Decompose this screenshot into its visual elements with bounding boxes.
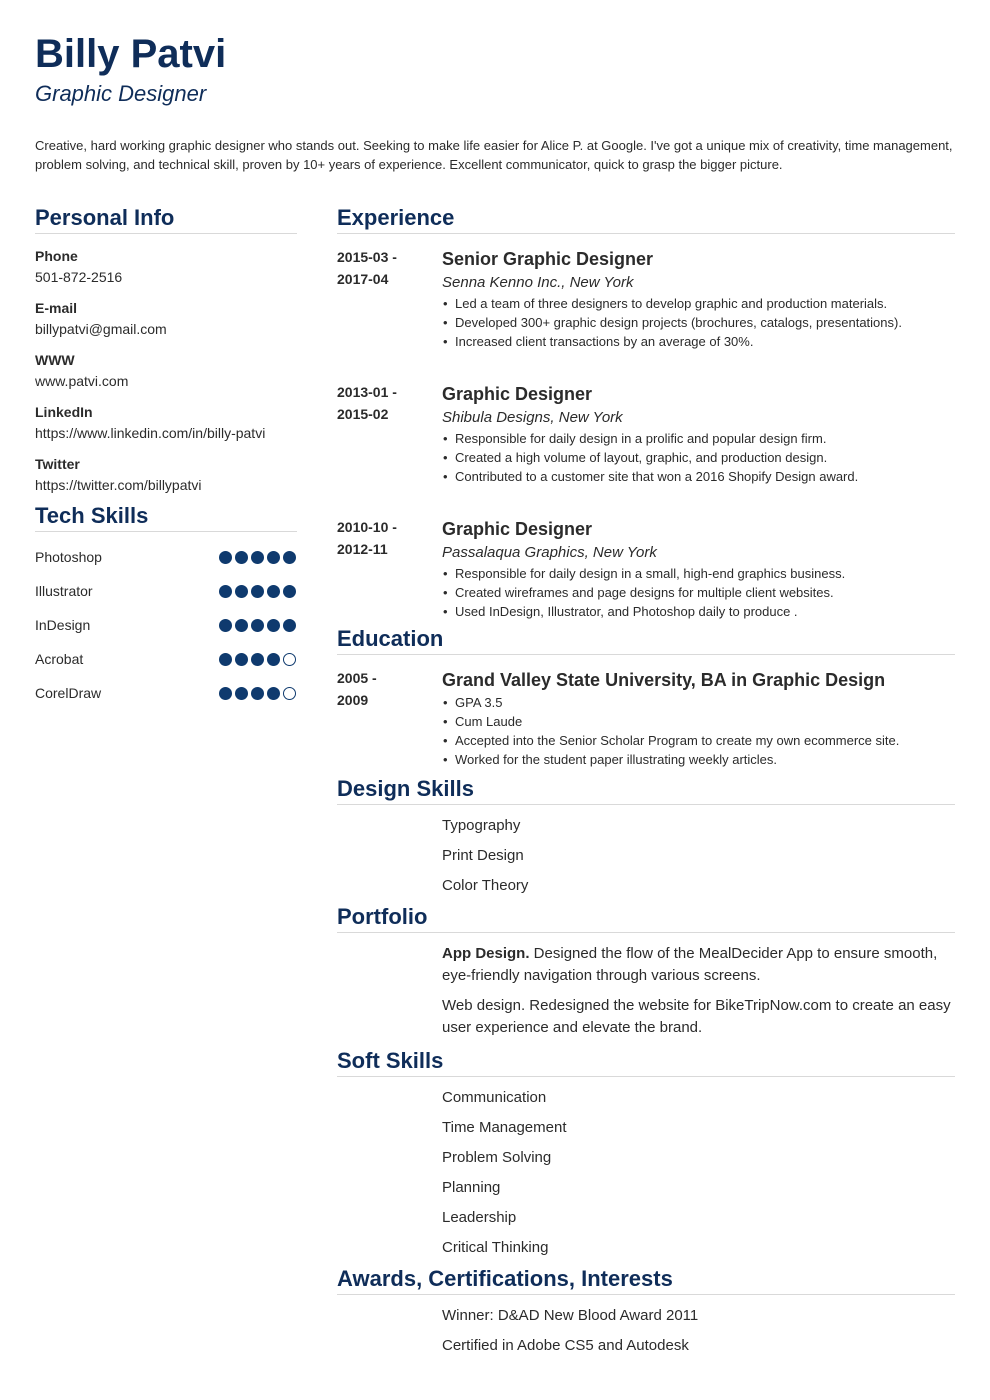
education-heading: Education	[337, 625, 955, 655]
awards-list	[337, 1301, 955, 1361]
job-bullets	[442, 294, 955, 351]
skill-rating	[219, 551, 296, 564]
rating-dot-filled	[283, 585, 296, 598]
rating-dot-filled	[267, 585, 280, 598]
linkedin-label: LinkedIn	[35, 404, 93, 420]
rating-dot-empty	[283, 653, 296, 666]
list-item: Web design. Redesigned the website for BikeTripNow.com to create an easy user experience and elevate the brand.	[442, 997, 951, 1036]
left-column	[35, 204, 297, 710]
soft-skills-list	[337, 1083, 955, 1263]
education-entry	[337, 667, 955, 769]
twitter-value[interactable]: https://twitter.com/billypatvi	[35, 477, 202, 493]
job-title: Graphic Designer	[442, 519, 593, 539]
skill-row	[35, 642, 297, 676]
job-dates: 2013-01 - 2015-02	[337, 384, 397, 422]
rating-dot-filled	[235, 619, 248, 632]
job-company: Senna Kenno Inc., New York	[442, 274, 634, 291]
education-dates: 2005 - 2009	[337, 670, 377, 708]
twitter-label: Twitter	[35, 456, 80, 472]
linkedin-value[interactable]: https://www.linkedin.com/in/billy-patvi	[35, 425, 266, 441]
email-item	[35, 298, 297, 340]
experience-heading: Experience	[337, 204, 955, 234]
rating-dot-filled	[267, 551, 280, 564]
awards-heading: Awards, Certifications, Interests	[337, 1265, 955, 1295]
list-item: Print Design	[442, 847, 524, 864]
skill-row	[35, 540, 297, 574]
www-label: WWW	[35, 352, 75, 368]
list-item: • Responsible for daily design in a small, high-end graphics business.	[455, 564, 955, 583]
design-skills-list	[337, 811, 955, 901]
phone-label: Phone	[35, 248, 78, 264]
skill-rating	[219, 619, 296, 632]
skill-rating	[219, 585, 296, 598]
rating-dot-empty	[283, 687, 296, 700]
list-item: • Used InDesign, Illustrator, and Photoshop daily to produce .	[455, 602, 955, 621]
job-entry	[337, 246, 955, 351]
list-item: Color Theory	[442, 877, 529, 894]
education-bullets	[442, 693, 955, 769]
www-item	[35, 350, 297, 392]
list-item: App Design. Designed the flow of the MealDecider App to ensure smooth, eye-friendly navigation through various screens.	[442, 945, 938, 984]
list-item: • Cum Laude	[455, 712, 955, 731]
rating-dot-filled	[219, 551, 232, 564]
rating-dot-filled	[267, 619, 280, 632]
twitter-item	[35, 454, 297, 496]
list-item: Time Management	[442, 1119, 567, 1136]
list-item: Winner: D&AD New Blood Award 2011	[442, 1307, 699, 1324]
job-company: Passalaqua Graphics, New York	[442, 544, 657, 561]
job-entry	[337, 381, 955, 486]
skill-rating	[219, 687, 296, 700]
job-title: Senior Graphic Designer	[442, 249, 654, 269]
rating-dot-filled	[235, 551, 248, 564]
list-item: • GPA 3.5	[455, 693, 955, 712]
job-entry	[337, 516, 955, 621]
skill-row	[35, 608, 297, 642]
rating-dot-filled	[267, 687, 280, 700]
job-title: Graphic Designer	[442, 384, 593, 404]
rating-dot-filled	[235, 585, 248, 598]
rating-dot-filled	[251, 687, 264, 700]
list-item: • Accepted into the Senior Scholar Program to create my own ecommerce site.	[455, 731, 955, 750]
list-item: Planning	[442, 1179, 501, 1196]
rating-dot-filled	[219, 585, 232, 598]
rating-dot-filled	[219, 687, 232, 700]
job-bullets	[442, 429, 955, 486]
skill-name: InDesign	[35, 617, 91, 633]
list-item: • Created a high volume of layout, graphic, and production design.	[455, 448, 955, 467]
skill-name: Illustrator	[35, 583, 93, 599]
rating-dot-filled	[235, 653, 248, 666]
list-item: Problem Solving	[442, 1149, 552, 1166]
list-item: • Responsible for daily design in a prolific and popular design firm.	[455, 429, 955, 448]
list-item: • Developed 300+ graphic design projects (brochures, catalogs, presentations).	[455, 313, 955, 332]
rating-dot-filled	[251, 619, 264, 632]
rating-dot-filled	[267, 653, 280, 666]
linkedin-item	[35, 402, 297, 444]
tech-skills-heading: Tech Skills	[35, 502, 297, 532]
skill-row	[35, 676, 297, 710]
job-dates: 2015-03 - 2017-04	[337, 249, 397, 287]
skill-name: Photoshop	[35, 549, 102, 565]
www-value[interactable]: www.patvi.com	[35, 373, 129, 389]
list-item: Certified in Adobe CS5 and Autodesk	[442, 1337, 689, 1354]
job-bullets	[442, 564, 955, 621]
phone-value: 501-872-2516	[35, 269, 123, 285]
skill-name: Acrobat	[35, 651, 84, 667]
skill-rating	[219, 653, 296, 666]
rating-dot-filled	[251, 653, 264, 666]
list-item: Typography	[442, 817, 521, 834]
job-company: Shibula Designs, New York	[442, 409, 623, 426]
tech-skills-list	[35, 540, 297, 710]
phone-item	[35, 246, 297, 288]
list-item: Communication	[442, 1089, 547, 1106]
personal-info-list	[35, 246, 297, 496]
rating-dot-filled	[283, 619, 296, 632]
email-label: E-mail	[35, 300, 78, 316]
rating-dot-filled	[251, 585, 264, 598]
soft-skills-heading: Soft Skills	[337, 1047, 955, 1077]
list-item: • Increased client transactions by an average of 30%.	[455, 332, 955, 351]
list-item: • Contributed to a customer site that won a 2016 Shopify Design award.	[455, 467, 955, 486]
portfolio-heading: Portfolio	[337, 903, 955, 933]
candidate-name: Billy Patvi	[35, 32, 227, 76]
job-dates: 2010-10 - 2012-11	[337, 519, 397, 557]
rating-dot-filled	[251, 551, 264, 564]
skill-name: CorelDraw	[35, 685, 102, 701]
rating-dot-filled	[235, 687, 248, 700]
design-skills-heading: Design Skills	[337, 775, 955, 805]
rating-dot-filled	[219, 619, 232, 632]
list-item: • Led a team of three designers to develop graphic and production materials.	[455, 294, 955, 313]
degree-title: Grand Valley State University, BA in Graphic Design	[442, 670, 886, 690]
email-value[interactable]: billypatvi@gmail.com	[35, 321, 167, 337]
skill-row	[35, 574, 297, 608]
list-item: • Worked for the student paper illustrating weekly articles.	[455, 750, 955, 769]
personal-info-heading: Personal Info	[35, 204, 297, 234]
summary: Creative, hard working graphic designer who stands out. Seeking to make life easier for Alice P. at Google. I've got a unique mix of creativity, time management, problem solving, and technical skill, proven by 10+ years of experience. Excellent communicator, quick to grasp the bigger picture.	[35, 138, 953, 172]
list-item: • Created wireframes and page designs for multiple client websites.	[455, 583, 955, 602]
right-column	[337, 204, 955, 1361]
portfolio-list	[337, 943, 955, 1039]
list-item: Leadership	[442, 1209, 517, 1226]
rating-dot-filled	[283, 551, 296, 564]
list-item: Critical Thinking	[442, 1239, 549, 1256]
job-role: Graphic Designer	[35, 81, 207, 106]
rating-dot-filled	[219, 653, 232, 666]
